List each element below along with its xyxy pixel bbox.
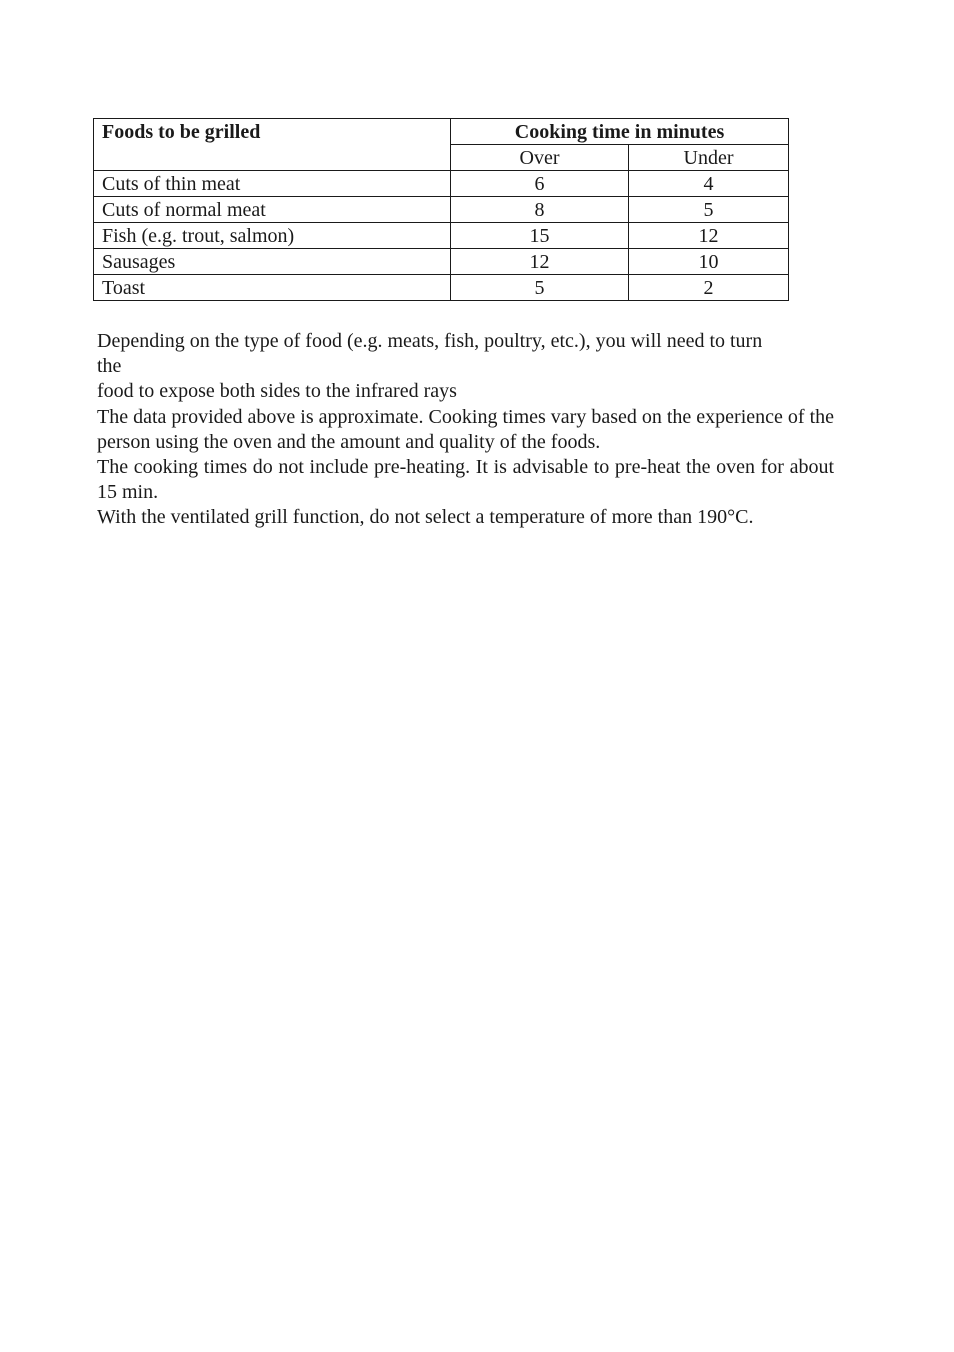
over-time-cell: 6 — [451, 171, 629, 197]
over-time-cell: 12 — [451, 249, 629, 275]
table-row — [94, 197, 789, 223]
food-cell: Cuts of thin meat — [94, 171, 451, 197]
note-ventilated-grill: With the ventilated grill function, do not select a temperature of more than 190°C. — [97, 506, 754, 529]
food-cell: Toast — [94, 275, 451, 301]
under-time-cell: 12 — [629, 223, 789, 249]
under-time-cell: 10 — [629, 249, 789, 275]
under-time-cell: 2 — [629, 275, 789, 301]
food-cell: Fish (e.g. trout, salmon) — [94, 223, 451, 249]
under-time-cell: 4 — [629, 171, 789, 197]
foods-column-header: Foods to be grilled — [94, 119, 451, 171]
grilling-notes — [97, 329, 834, 531]
grilling-times-table — [93, 118, 789, 301]
cooking-time-header: Cooking time in minutes — [451, 119, 789, 145]
over-column-header: Over — [451, 145, 629, 171]
note-approximate-data: The data provided above is approximate. Cooking times vary based on the experience of the person using the oven and the amount and quality of the foods. — [97, 405, 834, 453]
over-time-cell: 5 — [451, 275, 629, 301]
note-turn-food-line1: Depending on the type of food (e.g. meats, fish, poultry, etc.), you will need to turn — [97, 330, 763, 352]
under-time-cell: 5 — [629, 197, 789, 223]
note-turn-food-line1-wrap: the — [97, 355, 122, 378]
note-turn-food-line2: food to expose both sides to the infrared rays — [97, 380, 457, 403]
over-time-cell: 15 — [451, 223, 629, 249]
over-time-cell: 8 — [451, 197, 629, 223]
table-row — [94, 223, 789, 249]
table-header-row — [94, 119, 789, 145]
table-row — [94, 249, 789, 275]
note-preheating: The cooking times do not include pre-heating. It is advisable to pre-heat the oven for about 15 min. — [97, 456, 834, 504]
table-row — [94, 171, 789, 197]
food-cell: Cuts of normal meat — [94, 197, 451, 223]
under-column-header: Under — [629, 145, 789, 171]
table-row — [94, 275, 789, 301]
food-cell: Sausages — [94, 249, 451, 275]
